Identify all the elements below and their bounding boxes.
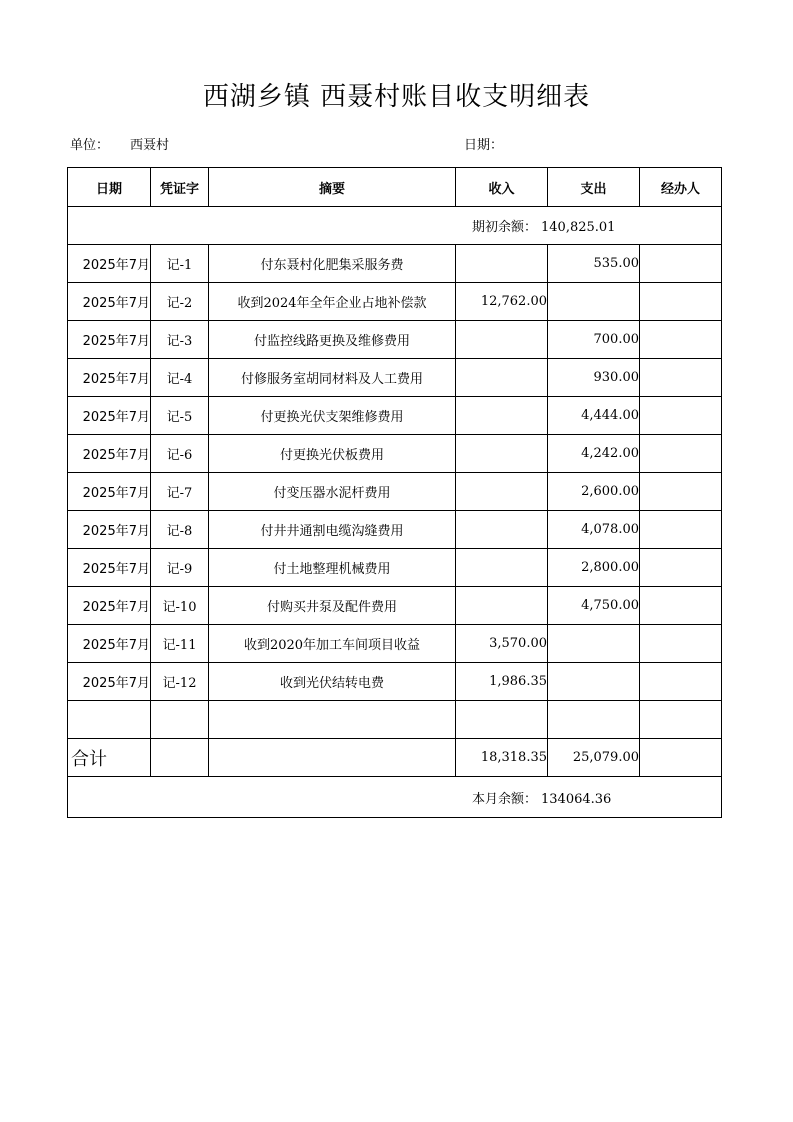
col-header-income: 收入 bbox=[456, 168, 548, 207]
date-cell: 2025年7月 bbox=[68, 435, 151, 473]
date-cell: 2025年7月 bbox=[68, 245, 151, 283]
income-cell bbox=[456, 321, 548, 359]
table-row bbox=[68, 549, 722, 587]
handler-cell bbox=[640, 435, 722, 473]
col-header-handler: 经办人 bbox=[640, 168, 722, 207]
closing-balance-cell bbox=[68, 777, 722, 818]
blank-cell bbox=[456, 701, 548, 739]
page-title: 西湖乡镇 西聂村账目收支明细表 bbox=[202, 82, 591, 112]
voucher-cell: 记-8 bbox=[151, 511, 209, 549]
expense-cell: 2,800.00 bbox=[548, 549, 640, 587]
income-cell bbox=[456, 359, 548, 397]
voucher-cell: 记-4 bbox=[151, 359, 209, 397]
income-cell bbox=[456, 587, 548, 625]
totals-income: 18,318.35 bbox=[456, 739, 548, 777]
closing-balance-row bbox=[68, 777, 722, 818]
handler-cell bbox=[640, 321, 722, 359]
opening-balance-value: 140,825.01 bbox=[541, 220, 616, 235]
blank-cell bbox=[209, 701, 456, 739]
totals-empty-cell bbox=[151, 739, 209, 777]
income-cell bbox=[456, 511, 548, 549]
handler-cell bbox=[640, 511, 722, 549]
col-header-date: 日期 bbox=[68, 168, 151, 207]
voucher-cell: 记-5 bbox=[151, 397, 209, 435]
voucher-cell: 记-6 bbox=[151, 435, 209, 473]
date-cell: 2025年7月 bbox=[68, 549, 151, 587]
voucher-cell: 记-7 bbox=[151, 473, 209, 511]
voucher-cell: 记-11 bbox=[151, 625, 209, 663]
expense-cell bbox=[548, 283, 640, 321]
col-header-summary: 摘要 bbox=[209, 168, 456, 207]
blank-cell bbox=[640, 701, 722, 739]
income-cell: 3,570.00 bbox=[456, 625, 548, 663]
expense-cell: 2,600.00 bbox=[548, 473, 640, 511]
blank-row bbox=[68, 701, 722, 739]
date-label: 日期： bbox=[464, 138, 504, 153]
voucher-cell: 记-1 bbox=[151, 245, 209, 283]
table-row bbox=[68, 511, 722, 549]
expense-cell: 930.00 bbox=[548, 359, 640, 397]
summary-cell: 付监控线路更换及维修费用 bbox=[209, 321, 456, 359]
voucher-cell: 记-10 bbox=[151, 587, 209, 625]
summary-cell: 付修服务室胡同材料及人工费用 bbox=[209, 359, 456, 397]
date-cell: 2025年7月 bbox=[68, 473, 151, 511]
table-row bbox=[68, 359, 722, 397]
totals-empty-cell bbox=[209, 739, 456, 777]
handler-cell bbox=[640, 587, 722, 625]
table-row bbox=[68, 473, 722, 511]
date-cell: 2025年7月 bbox=[68, 321, 151, 359]
date-cell: 2025年7月 bbox=[68, 625, 151, 663]
handler-cell bbox=[640, 473, 722, 511]
table-row bbox=[68, 663, 722, 701]
table-row bbox=[68, 283, 722, 321]
table-row bbox=[68, 625, 722, 663]
expense-cell: 4,444.00 bbox=[548, 397, 640, 435]
handler-cell bbox=[640, 663, 722, 701]
unit-value: 西聂村 bbox=[130, 138, 170, 153]
income-cell bbox=[456, 397, 548, 435]
summary-cell: 收到2024年全年企业占地补偿款 bbox=[209, 283, 456, 321]
summary-cell: 付井井通割电缆沟缝费用 bbox=[209, 511, 456, 549]
income-cell bbox=[456, 473, 548, 511]
table-row bbox=[68, 245, 722, 283]
summary-cell: 收到光伏结转电费 bbox=[209, 663, 456, 701]
handler-cell bbox=[640, 625, 722, 663]
date-cell: 2025年7月 bbox=[68, 511, 151, 549]
expense-cell bbox=[548, 625, 640, 663]
income-cell bbox=[456, 549, 548, 587]
totals-row bbox=[68, 739, 722, 777]
summary-cell: 付更换光伏支架维修费用 bbox=[209, 397, 456, 435]
expense-cell bbox=[548, 663, 640, 701]
table-row bbox=[68, 397, 722, 435]
expense-cell: 535.00 bbox=[548, 245, 640, 283]
totals-empty-cell bbox=[640, 739, 722, 777]
opening-balance-cell bbox=[68, 207, 722, 245]
income-cell: 1,986.35 bbox=[456, 663, 548, 701]
income-cell bbox=[456, 245, 548, 283]
handler-cell bbox=[640, 397, 722, 435]
handler-cell bbox=[640, 283, 722, 321]
handler-cell bbox=[640, 245, 722, 283]
table-row bbox=[68, 587, 722, 625]
summary-cell: 付东聂村化肥集采服务费 bbox=[209, 245, 456, 283]
totals-expense: 25,079.00 bbox=[548, 739, 640, 777]
income-cell: 12,762.00 bbox=[456, 283, 548, 321]
header-row bbox=[68, 168, 722, 207]
handler-cell bbox=[640, 549, 722, 587]
expense-cell: 4,242.00 bbox=[548, 435, 640, 473]
expense-cell: 4,750.00 bbox=[548, 587, 640, 625]
closing-balance-value: 134064.36 bbox=[541, 791, 612, 807]
summary-cell: 付购买井泵及配件费用 bbox=[209, 587, 456, 625]
date-cell: 2025年7月 bbox=[68, 663, 151, 701]
voucher-cell: 记-3 bbox=[151, 321, 209, 359]
opening-balance-label: 期初余额： bbox=[472, 220, 538, 235]
voucher-cell: 记-9 bbox=[151, 549, 209, 587]
income-cell bbox=[456, 435, 548, 473]
expense-cell: 4,078.00 bbox=[548, 511, 640, 549]
col-header-expense: 支出 bbox=[548, 168, 640, 207]
blank-cell bbox=[68, 701, 151, 739]
unit-label: 单位： bbox=[70, 138, 110, 153]
table-row bbox=[68, 435, 722, 473]
date-cell: 2025年7月 bbox=[68, 359, 151, 397]
handler-cell bbox=[640, 359, 722, 397]
expense-cell: 700.00 bbox=[548, 321, 640, 359]
summary-cell: 付更换光伏板费用 bbox=[209, 435, 456, 473]
voucher-cell: 记-2 bbox=[151, 283, 209, 321]
closing-balance-label: 本月余额： bbox=[472, 791, 538, 807]
date-cell: 2025年7月 bbox=[68, 283, 151, 321]
table-row bbox=[68, 321, 722, 359]
summary-cell: 付变压器水泥杆费用 bbox=[209, 473, 456, 511]
col-header-voucher: 凭证字 bbox=[151, 168, 209, 207]
ledger-table bbox=[67, 167, 722, 818]
summary-cell: 收到2020年加工车间项目收益 bbox=[209, 625, 456, 663]
totals-label: 合计 bbox=[68, 739, 151, 777]
date-cell: 2025年7月 bbox=[68, 587, 151, 625]
blank-cell bbox=[548, 701, 640, 739]
date-cell: 2025年7月 bbox=[68, 397, 151, 435]
summary-cell: 付土地整理机械费用 bbox=[209, 549, 456, 587]
opening-balance-row bbox=[68, 207, 722, 245]
voucher-cell: 记-12 bbox=[151, 663, 209, 701]
blank-cell bbox=[151, 701, 209, 739]
